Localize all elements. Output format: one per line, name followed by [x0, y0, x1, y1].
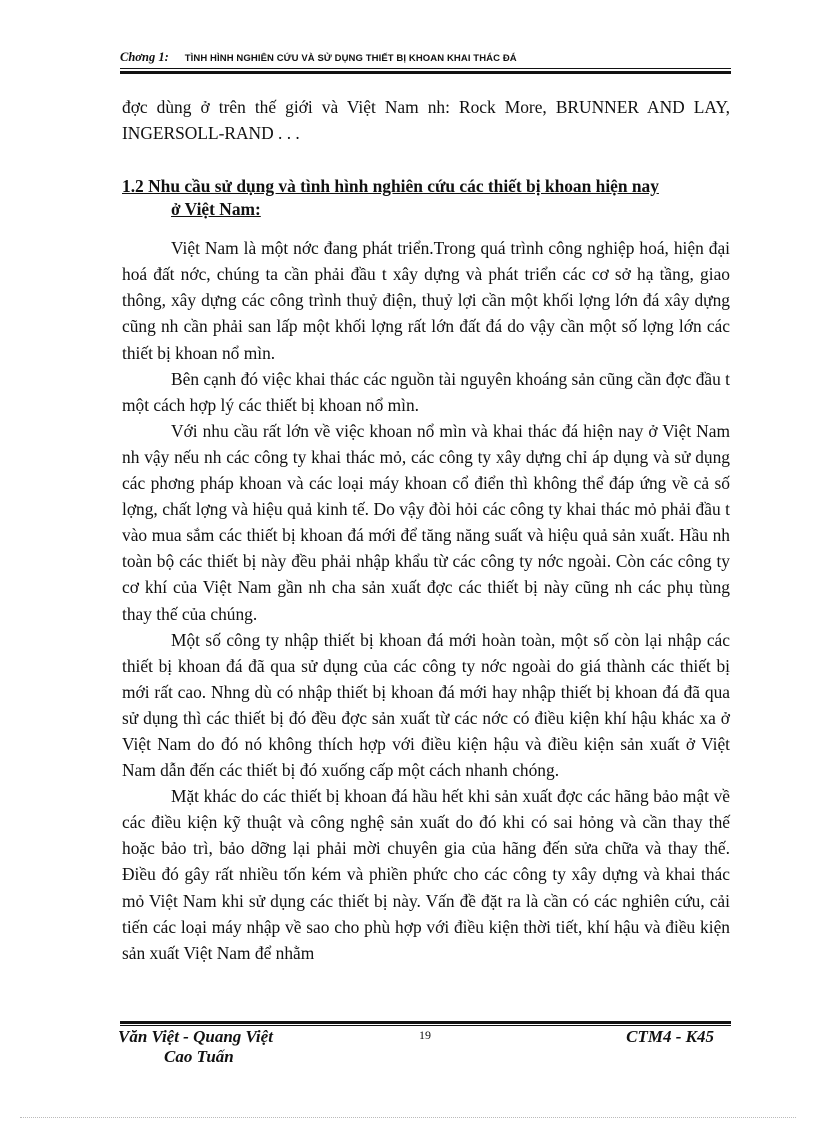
section-heading-line1: 1.2 Nhu cầu sử dụng và tình hình nghiên cứu các thiết bị khoan hiện nay: [122, 176, 659, 197]
page-bottom-divider: [20, 1117, 796, 1118]
page-number: 19: [419, 1028, 431, 1042]
chapter-label: Chơng 1:: [120, 50, 169, 64]
paragraph: Bên cạnh đó việc khai thác các nguồn tài nguyên khoáng sản cũng cần đợc đầu t một cách hợp lý các thiết bị khoan nổ mìn.: [122, 368, 730, 415]
section-heading-line2: ở Việt Nam:: [171, 199, 261, 220]
paragraph: Mặt khác do các thiết bị khoan đá hầu hết khi sản xuất đợc các hãng bảo mật về các điều kiện kỹ thuật và công nghệ sản xuất do đó khi có sai hỏng và cần thay thế hoặc bảo trì, bảo dỡng lại phải mời chuyên gia của hãng đến sửa chữa và thay thế. Điều đó gây rất nhiều tốn kém và phiền phức cho các công ty xây dựng và khai thác mỏ Việt Nam khi sử dụng các thiết bị này. Vấn đề đặt ra là cần có các nghiên cứu, cải tiến các loại máy nhập về sao cho phù hợp với điều kiện thời tiết, khí hậu và điều kiện sản xuất Việt Nam để nhằm: [122, 786, 730, 963]
footer-rule-thick: [120, 1021, 731, 1024]
paragraph: Với nhu cầu rất lớn về việc khoan nổ mìn và khai thác đá hiện nay ở Việt Nam nh vậy nếu nh các công ty khai thác mỏ, các công ty xây dựng chỉ áp dụng và sử dụng các phơng pháp khoan và các loại máy khoan cổ điển thì không thể đáp ứng về cả số lợng, chất lợng và hiệu quả kinh tế. Do vậy đòi hỏi các công ty khai thác mỏ phải đầu t vào mua sắm các thiết bị khoan đá mới để tăng năng suất và hiệu quả sản xuất. Hầu nh toàn bộ các thiết bị này đều phải nhập khẩu từ các công ty nớc ngoài. Còn các công ty cơ khí của Việt Nam gần nh cha sản xuất đợc các thiết bị này cũng nh các phụ tùng thay thế của chúng.: [122, 420, 730, 624]
paragraph: Một số công ty nhập thiết bị khoan đá mới hoàn toàn, một số còn lại nhập các thiết bị khoan đá đã qua sử dụng của các công ty nớc ngoài do giá thành các thiết bị mới rất cao. Nhng dù có nhập thiết bị khoan đá mới hay nhập thiết bị khoan đá đã qua sử dụng thì các thiết bị đó đều đợc sản xuất từ các nớc có điều kiện khí hậu khác xa ở Việt Nam do đó nó không thích hợp với điều kiện hậu và điều kiện sản xuất ở Việt Nam dẫn đến các thiết bị đó xuống cấp một cách nhanh chóng.: [122, 629, 730, 781]
page-body: [122, 94, 730, 966]
chapter-title: TÌNH HÌNH NGHIÊN CỨU VÀ SỬ DỤNG THIẾT BỊ KHOAN KHAI THÁC ĐÁ: [184, 53, 517, 64]
footer-authors-line2: Cao Tuấn: [164, 1047, 234, 1066]
footer-authors-line1: Văn Việt - Quang Việt: [118, 1027, 273, 1046]
page-header: [120, 50, 730, 64]
footer-authors: [118, 1027, 273, 1067]
paragraph-continuation: đợc dùng ở trên thế giới và Việt Nam nh: Rock More, BRUNNER AND LAY, INGERSOLL-RAND . . .: [122, 97, 730, 144]
footer-rule-thin: [120, 1025, 731, 1026]
footer-class-code: CTM4 - K45: [626, 1027, 714, 1046]
header-rule-thin: [120, 68, 731, 69]
section-heading: [122, 175, 730, 221]
header-rule-thick: [120, 71, 731, 74]
paragraph: Việt Nam là một nớc đang phát triển.Trong quá trình công nghiệp hoá, hiện đại hoá đất nớc, chúng ta cần phải đầu t xây dựng và phát triển các cơ sở hạ tầng, giao thông, xây dựng các công trình thuỷ điện, thuỷ lợi cần một khối lợng lớn đá xây dựng cũng nh cần phải san lấp một khối lợng rất lớn đất đá do vậy cần một số lợng lớn các thiết bị khoan nổ mìn.: [122, 238, 730, 363]
